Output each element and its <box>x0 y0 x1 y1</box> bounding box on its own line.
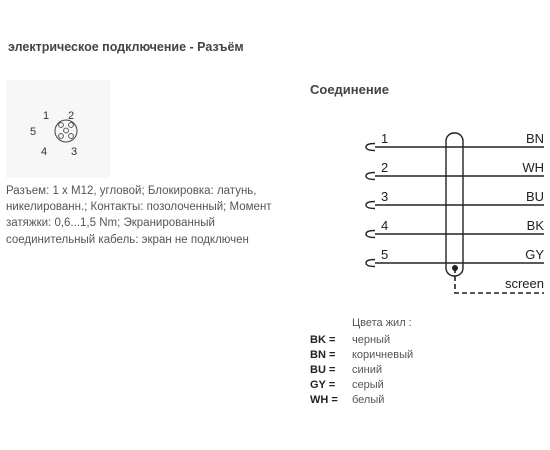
legend-title: Цвета жил : <box>352 317 412 329</box>
wire-color-legend <box>310 332 413 408</box>
legend-name: черный <box>352 333 391 346</box>
wire-color-label: BU <box>525 189 544 204</box>
connector-pinout <box>6 80 110 178</box>
pin-label-4: 4 <box>41 146 48 158</box>
pin-label-5: 5 <box>30 126 37 138</box>
pin-1 <box>59 123 64 128</box>
pin-terminal-1 <box>366 144 375 151</box>
legend-name: синий <box>352 363 383 376</box>
legend-row <box>310 378 413 393</box>
legend-code: WH = <box>310 394 338 407</box>
wiring-diagram <box>360 120 550 300</box>
wiring-title: Соединение <box>310 82 389 97</box>
wire-pin-label: 2 <box>381 160 389 175</box>
wire-color-label: WH <box>522 160 544 175</box>
pin-4 <box>59 134 64 139</box>
wire-pin-label: 4 <box>381 218 389 233</box>
wire-group <box>366 131 544 267</box>
pin-3 <box>69 134 74 139</box>
pin-terminal-5 <box>366 260 375 267</box>
screen-label: screen <box>504 276 544 291</box>
pin-5 <box>64 128 69 133</box>
legend-name: серый <box>352 379 384 392</box>
wire-color-label: BN <box>525 131 544 146</box>
pin-terminal-4 <box>366 231 375 238</box>
screen-junction <box>452 265 458 271</box>
pin-terminal-2 <box>366 173 375 180</box>
wire-color-label: BK <box>526 218 544 233</box>
legend-row <box>310 393 413 408</box>
pin-label-1: 1 <box>43 110 50 122</box>
wire-color-label: GY <box>525 247 544 262</box>
pin-label-2: 2 <box>68 110 75 122</box>
wire-pin-label: 3 <box>381 189 389 204</box>
legend-row <box>310 347 413 362</box>
legend-code: GY = <box>310 379 336 392</box>
legend-code: BN = <box>310 348 336 361</box>
connector-description: Разъем: 1 x M12, угловой; Блокировка: латунь, никелированн.; Контакты: позолоченный; Момент затяжки: 0,6...1,5 Nm; Экранированный соединительный кабель: экран не подключен <box>6 185 272 246</box>
legend-name: коричневый <box>352 348 414 361</box>
legend-code: BK = <box>310 333 336 346</box>
section-title: электрическое подключение - Разъём <box>8 40 244 54</box>
legend-row <box>310 362 413 377</box>
wire-pin-label: 1 <box>381 131 389 146</box>
legend-code: BU = <box>310 363 336 376</box>
pin-terminal-3 <box>366 202 375 209</box>
connector-pinout-diagram <box>6 80 110 178</box>
wire-pin-label: 5 <box>381 247 389 262</box>
pin-label-3: 3 <box>71 146 78 158</box>
connector-face <box>55 120 77 142</box>
pin-2 <box>69 123 74 128</box>
legend-name: белый <box>352 394 385 407</box>
legend-row <box>310 332 413 347</box>
